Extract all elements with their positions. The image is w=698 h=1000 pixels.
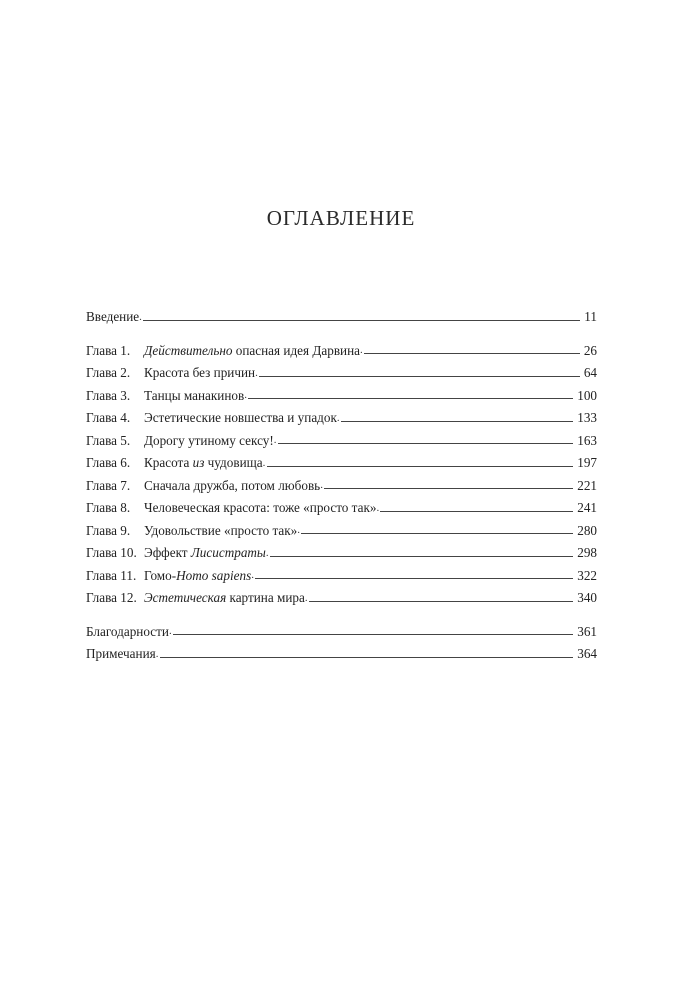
chapter-label: Глава 7. bbox=[86, 477, 131, 493]
chapter-label: Глава 12. bbox=[86, 590, 137, 606]
chapter-label: Глава 3. bbox=[86, 387, 131, 403]
chapter-title-post: опасная идея Дарвина bbox=[232, 342, 361, 358]
chapter-title bbox=[144, 389, 244, 402]
chapter-label: Глава 1. bbox=[86, 342, 131, 358]
toc-entry-chapter-12[interactable] bbox=[86, 582, 597, 605]
toc-entry-chapter-6[interactable] bbox=[86, 447, 597, 470]
chapter-title-pre: Танцы манакинов bbox=[144, 387, 245, 403]
toc-page-number: 340 bbox=[577, 590, 597, 606]
chapter-title bbox=[144, 569, 251, 582]
chapter-title-italic: Лисистраты bbox=[190, 545, 266, 561]
dot-leader bbox=[267, 466, 574, 467]
toc-page-number: 298 bbox=[577, 545, 597, 561]
dot-leader bbox=[309, 601, 573, 602]
toc-entry-chapter-5[interactable] bbox=[86, 425, 597, 448]
dot-leader bbox=[380, 511, 573, 512]
toc-entry-title: Введение bbox=[86, 309, 140, 325]
dot-leader bbox=[259, 376, 580, 377]
chapter-title-pre: Эстетические новшества и упадок bbox=[144, 410, 337, 426]
toc-page-number: 221 bbox=[577, 477, 597, 493]
chapter-label: Глава 4. bbox=[86, 410, 131, 426]
toc-entry-chapter-2[interactable] bbox=[86, 357, 597, 380]
toc-entry-title: Благодарности bbox=[86, 623, 169, 639]
toc-entry-chapter-3[interactable] bbox=[86, 380, 597, 403]
dot-leader bbox=[270, 556, 573, 557]
chapter-title-pre: Гомо- bbox=[144, 567, 177, 583]
toc-page-number: 361 bbox=[577, 623, 597, 639]
chapter-title-pre: Дорогу утиному сексу! bbox=[144, 432, 274, 448]
dot-leader bbox=[255, 578, 573, 579]
toc-entry-acknowledgements[interactable] bbox=[86, 616, 597, 639]
toc-page-number: 11 bbox=[584, 309, 597, 325]
toc-page-number: 364 bbox=[577, 646, 597, 662]
toc-page-number: 133 bbox=[577, 410, 597, 426]
toc-page-number: 100 bbox=[577, 387, 597, 403]
toc-entry-notes[interactable] bbox=[86, 638, 597, 661]
dot-leader bbox=[143, 320, 580, 321]
page-title: ОГЛАВЛЕНИЕ bbox=[266, 206, 416, 230]
chapter-label: Глава 10. bbox=[86, 545, 137, 561]
chapter-title bbox=[144, 434, 274, 447]
chapter-label: Глава 9. bbox=[86, 522, 131, 538]
dot-leader bbox=[301, 533, 573, 534]
toc-entry-chapter-4[interactable] bbox=[86, 402, 597, 425]
chapter-label: Глава 2. bbox=[86, 365, 131, 381]
chapter-title bbox=[144, 591, 305, 604]
chapter-title-pre: Красота без причин bbox=[144, 365, 256, 381]
toc-entry-chapter-7[interactable] bbox=[86, 470, 597, 493]
chapter-title-italic: Эстетическая bbox=[144, 590, 227, 606]
chapter-title-italic: Действительно bbox=[144, 342, 233, 358]
chapter-title-post: чудовища bbox=[204, 455, 263, 471]
chapter-title-pre: Удовольствие «просто так» bbox=[144, 522, 298, 538]
chapter-label: Глава 8. bbox=[86, 500, 131, 516]
chapter-title-italic: из bbox=[192, 455, 205, 471]
toc-entry-chapter-10[interactable] bbox=[86, 537, 597, 560]
chapter-title bbox=[144, 546, 266, 559]
chapter-title-italic: Homo sapiens bbox=[176, 567, 252, 583]
toc-entry-introduction[interactable] bbox=[86, 301, 597, 324]
chapter-title-post: картина мира bbox=[226, 590, 305, 606]
chapter-title bbox=[144, 501, 376, 514]
chapter-title bbox=[144, 479, 320, 492]
table-of-contents bbox=[86, 301, 597, 661]
dot-leader bbox=[341, 421, 573, 422]
toc-entry-chapter-9[interactable] bbox=[86, 515, 597, 538]
chapter-label: Глава 5. bbox=[86, 432, 131, 448]
toc-page-number: 241 bbox=[577, 500, 597, 516]
chapter-title-pre: Эффект bbox=[144, 545, 191, 561]
chapter-title bbox=[144, 524, 297, 537]
toc-page-number: 322 bbox=[577, 567, 597, 583]
dot-leader bbox=[364, 353, 580, 354]
toc-page-number: 280 bbox=[577, 522, 597, 538]
chapter-title-pre: Человеческая красота: тоже «просто так» bbox=[144, 500, 377, 516]
chapter-title bbox=[144, 456, 263, 469]
dot-leader bbox=[324, 488, 573, 489]
dot-leader bbox=[160, 657, 574, 658]
chapter-label: Глава 6. bbox=[86, 455, 131, 471]
toc-entry-title: Примечания bbox=[86, 646, 156, 662]
chapter-title-pre: Сначала дружба, потом любовь bbox=[144, 477, 321, 493]
toc-entry-chapter-11[interactable] bbox=[86, 560, 597, 583]
toc-page-number: 163 bbox=[577, 432, 597, 448]
chapter-title bbox=[144, 366, 255, 379]
chapter-title bbox=[144, 411, 337, 424]
chapter-label: Глава 11. bbox=[86, 567, 137, 583]
toc-page-number: 26 bbox=[583, 342, 597, 358]
toc-entry-chapter-8[interactable] bbox=[86, 492, 597, 515]
toc-entry-chapter-1[interactable] bbox=[86, 335, 597, 358]
chapter-title bbox=[144, 344, 360, 357]
chapter-title-pre: Красота bbox=[144, 455, 193, 471]
toc-page-number: 64 bbox=[583, 365, 597, 381]
dot-leader bbox=[248, 398, 573, 399]
dot-leader bbox=[173, 634, 573, 635]
toc-page-number: 197 bbox=[577, 455, 597, 471]
dot-leader bbox=[278, 443, 573, 444]
